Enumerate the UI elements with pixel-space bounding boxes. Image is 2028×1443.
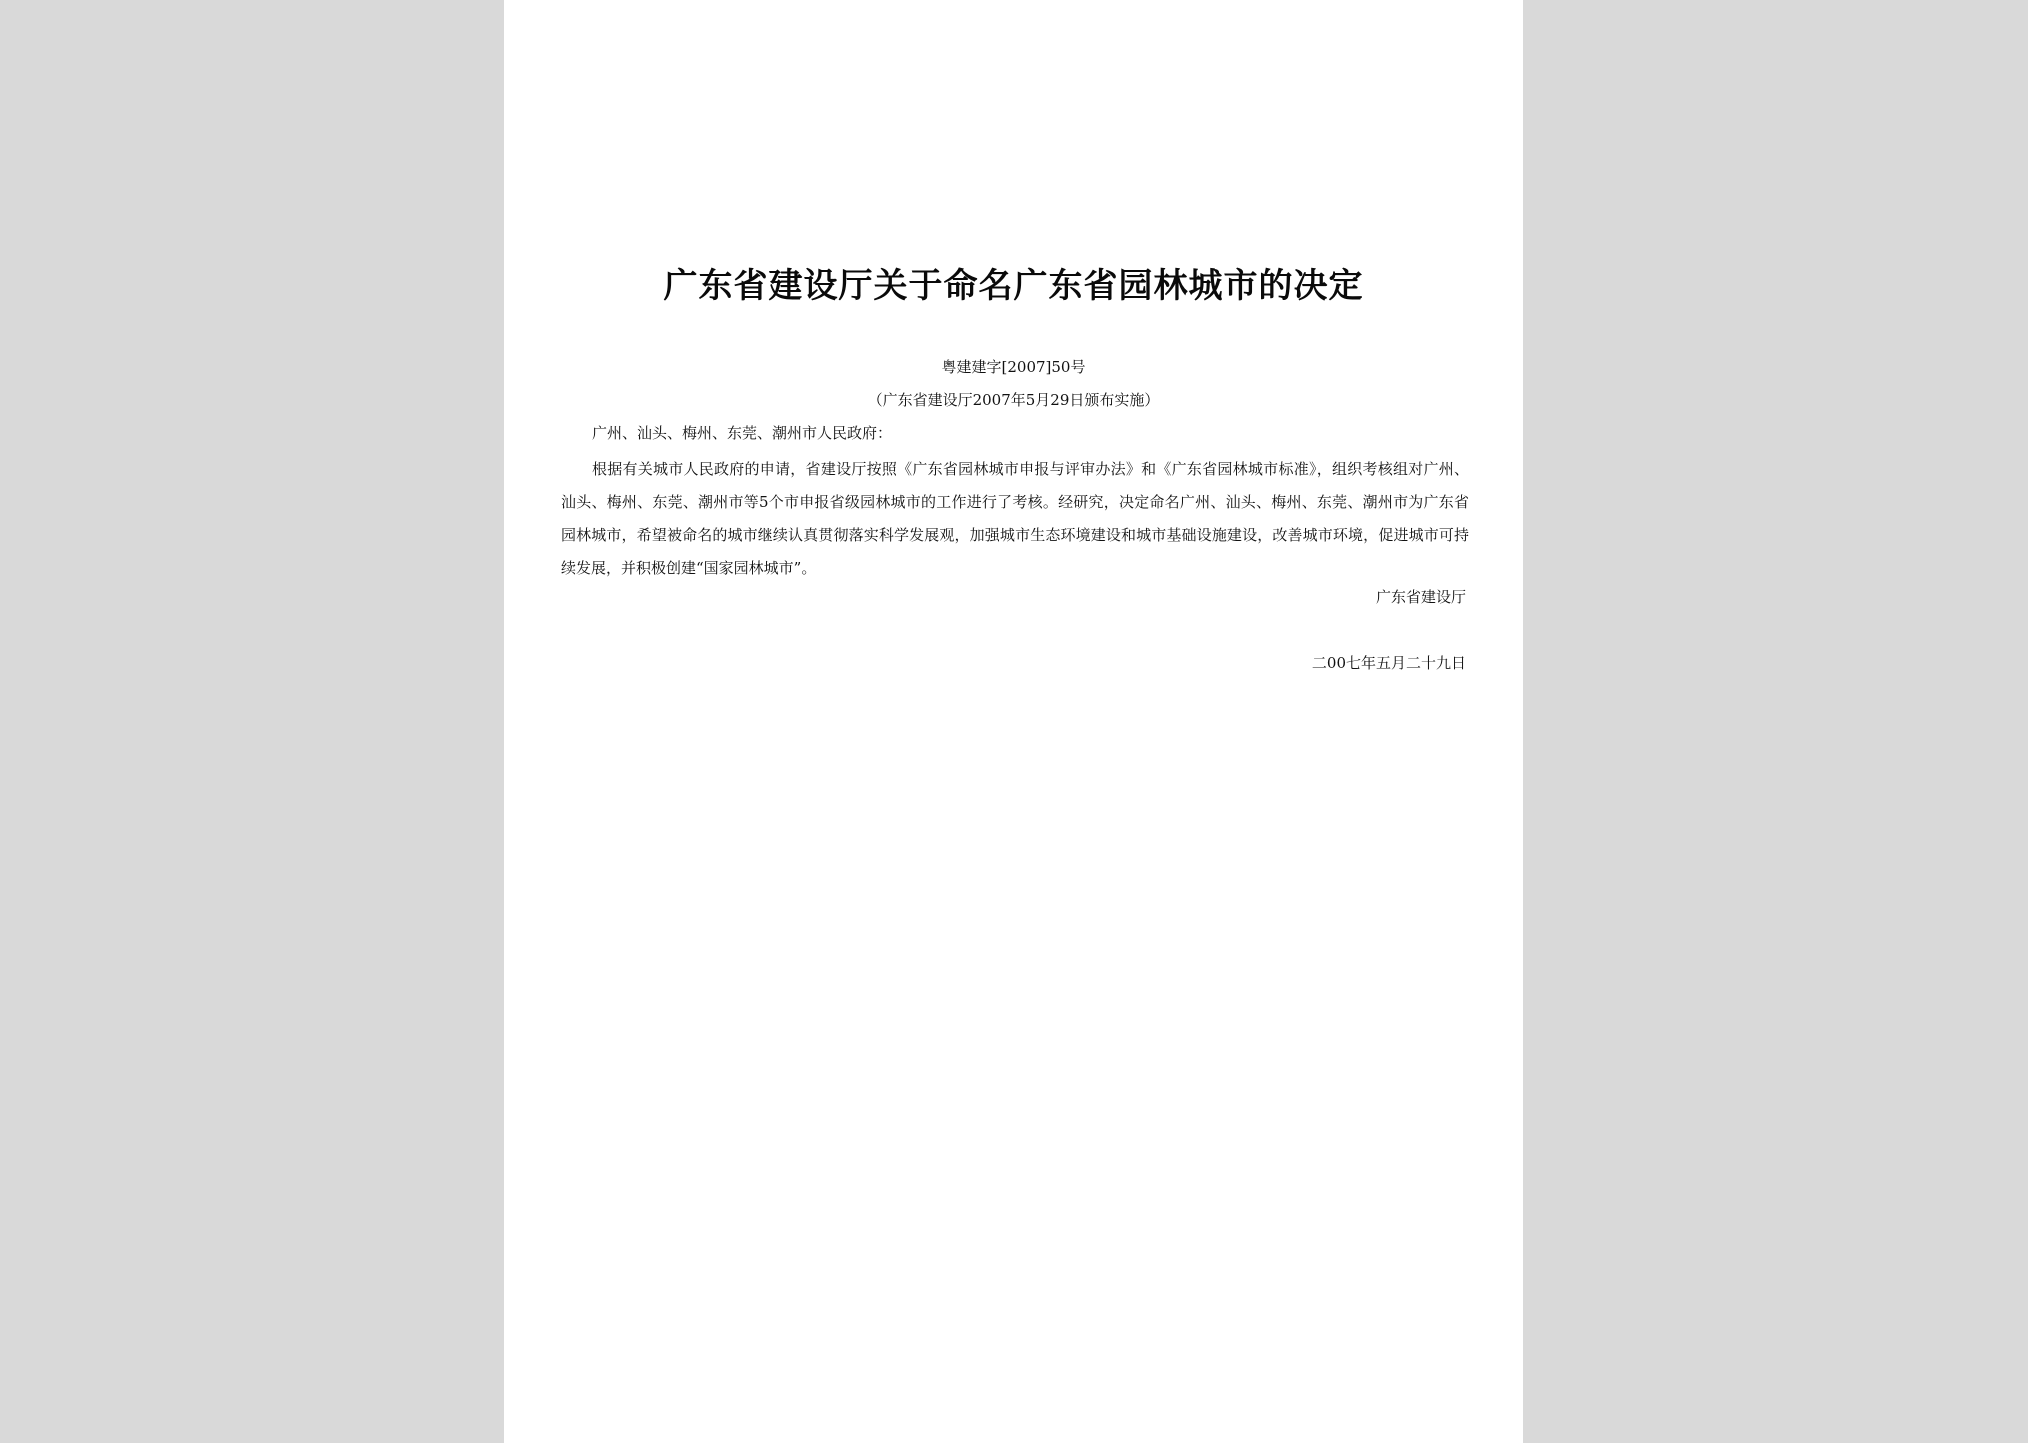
document-number: 粤建建字[2007]50号 (941, 358, 1086, 376)
signing-date: 二00七年五月二十九日 (1311, 654, 1466, 672)
body-paragraph: 根据有关城市人民政府的申请，省建设厅按照《广东省园林城市申报与评审办法》和《广东省园林城市标准》，组织考核组对广州、汕头、梅州、东莞、潮州市等5个市申报省级园林城市的工作进行了考核。经研究，决定命名广州、汕头、梅州、东莞、潮州市为广东省园林城市，希望被命名的城市继续认真贯彻落实科学发展观，加强城市生态环境建设和城市基础设施建设，改善城市环境，促进城市可持续发展，并积极创建“国家园林城市”。 (561, 460, 1469, 577)
issued-note: （广东省建设厅2007年5月29日颁布实施） (867, 391, 1160, 409)
signer: 广东省建设厅 (1375, 588, 1466, 606)
addressee: 广州、汕头、梅州、东莞、潮州市人民政府： (592, 424, 893, 442)
document-title: 广东省建设厅关于命名广东省园林城市的决定 (663, 266, 1364, 306)
document-page (504, 0, 1523, 1443)
